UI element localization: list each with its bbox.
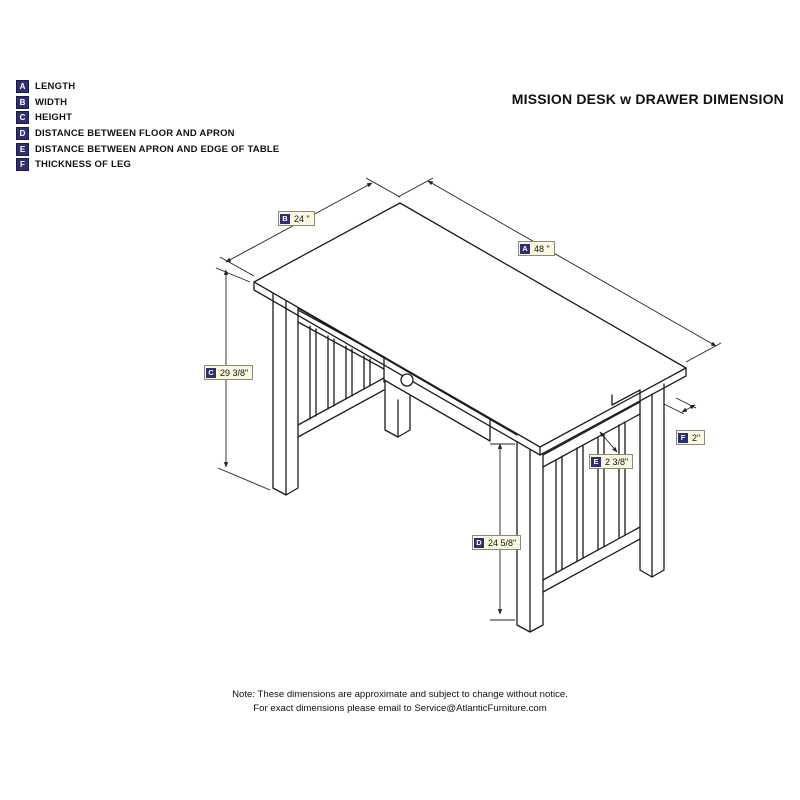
badge-value: 24 5/8" <box>488 537 517 548</box>
dimension-line-e <box>600 432 617 452</box>
dimension-badge-a <box>518 241 555 256</box>
legend-key: E <box>16 143 29 156</box>
legend-label: LENGTH <box>35 81 76 93</box>
dimension-line-f <box>664 398 696 414</box>
legend-label: DISTANCE BETWEEN APRON AND EDGE OF TABLE <box>35 143 280 155</box>
legend-key: B <box>16 96 29 109</box>
dimension-badge-c <box>204 365 253 380</box>
legend-label: DISTANCE BETWEEN FLOOR AND APRON <box>35 128 235 140</box>
badge-key: C <box>206 368 216 378</box>
badge-value: 24 " <box>294 213 310 224</box>
legend-key: D <box>16 127 29 140</box>
badge-key: E <box>591 457 601 467</box>
badge-value: 29 3/8" <box>220 367 249 378</box>
badge-key: D <box>474 538 484 548</box>
legend-label: WIDTH <box>35 96 68 108</box>
dimension-badge-e <box>589 454 633 469</box>
dimension-line-d <box>490 444 515 620</box>
badge-value: 48 " <box>534 243 550 254</box>
badge-key: B <box>280 214 290 224</box>
badge-value: 2" <box>692 432 701 443</box>
note-line-1: Note: These dimensions are approximate and subject to change without notice. <box>232 689 568 700</box>
dimension-badge-d <box>472 535 521 550</box>
legend-key: A <box>16 80 29 93</box>
legend-key: F <box>16 158 29 171</box>
diagram-title: MISSION DESK w DRAWER DIMENSION <box>511 91 784 107</box>
disclaimer-note <box>0 688 800 716</box>
legend-label: THICKNESS OF LEG <box>35 159 132 171</box>
note-line-2: For exact dimensions please email to Service@AtlanticFurniture.com <box>253 703 547 714</box>
badge-key: F <box>678 433 688 443</box>
dimension-badge-b <box>278 211 315 226</box>
legend-key: C <box>16 111 29 124</box>
legend-label: HEIGHT <box>35 112 73 124</box>
table-top <box>254 203 686 455</box>
badge-key: A <box>520 244 530 254</box>
dimension-badge-f <box>676 430 705 445</box>
badge-value: 2 3/8" <box>605 456 629 467</box>
